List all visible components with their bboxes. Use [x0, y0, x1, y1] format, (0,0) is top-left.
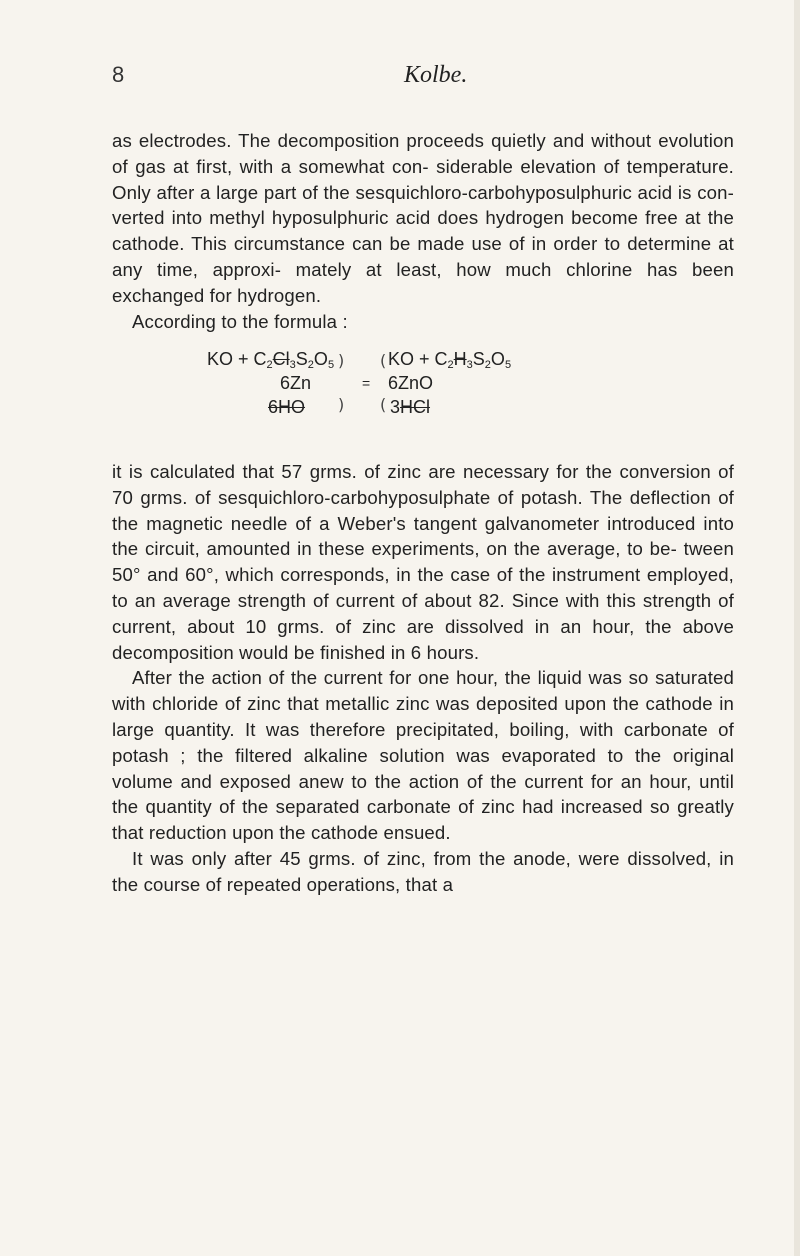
running-head: Kolbe. — [404, 62, 468, 88]
formula-left-line-1: KO + $C_2Cl_3S_2O_5$ — [207, 349, 335, 371]
paragraph: it is calculated that 57 grms. of zinc are necessary for the conversion of 70 grms. of sesquichloro-carbohyposulphate of potash. The deflection of the magnetic needle of a Weber's tangent galvanometer introduced into the circuit, amounted in these experiments, on the average, to be- tween 50° and 60°, which corresponds, in the case of the instrument employed, to an average strength of current of about 82. Since with this strength of current, about 10 grms. of zinc are dissolved in an hour, the above decomposition would be finished in 6 hours. — [112, 461, 734, 663]
page-header — [112, 62, 732, 92]
formula-left-line-3: 6HO — [268, 397, 306, 417]
formula-right-line-2: 6ZnO — [388, 373, 434, 393]
equals-sign: = — [362, 375, 373, 391]
text-block-top — [112, 128, 734, 334]
page-edge-shadow — [794, 0, 800, 1256]
paragraph: It was only after 45 grms. of zinc, from the anode, were dissolved, in the course of repeated operations, that a — [112, 847, 734, 895]
paragraph: as electrodes. The decomposition proceeds quietly and without evolution of gas at first, with a somewhat con- siderable elevation of temperature. Only after a large part of the sesquichloro-carbohyposulphuric acid is con- verted into methyl hyposulphuric acid does hydrogen become free at the cathode. This circumstance can be made use of in order to determine at any time, approxi- mately at least, how much chlorine has been exchanged for hydrogen. — [112, 130, 734, 306]
right-brace: ( — [380, 351, 387, 370]
paragraph: After the action of the current for one hour, the liquid was so saturated with chloride of zinc that metallic zinc was deposited upon the cathode in large quantity. It was therefore precipitated, boiling, with carbonate of potash ; the filtered alkaline solution was evaporated to the original volume and exposed anew to the action of the current for an hour, until the quantity of the separated carbonate of zinc had increased so greatly that reduction upon the cathode ensued. — [112, 667, 734, 844]
paragraph: According to the formula : — [132, 310, 348, 332]
formula-left-line-2: 6Zn — [280, 373, 312, 393]
left-brace: ) — [338, 351, 345, 370]
formula-right-line-3: 3HCl — [390, 397, 431, 417]
page-number: 8 — [112, 62, 125, 87]
text-block-bottom — [112, 459, 734, 898]
formula-right-line-1: KO + $C_2H_3S_2O_5$ — [388, 349, 512, 371]
right-brace: ( — [380, 395, 387, 414]
left-brace: ) — [338, 395, 345, 414]
chemical-formula — [175, 349, 655, 435]
